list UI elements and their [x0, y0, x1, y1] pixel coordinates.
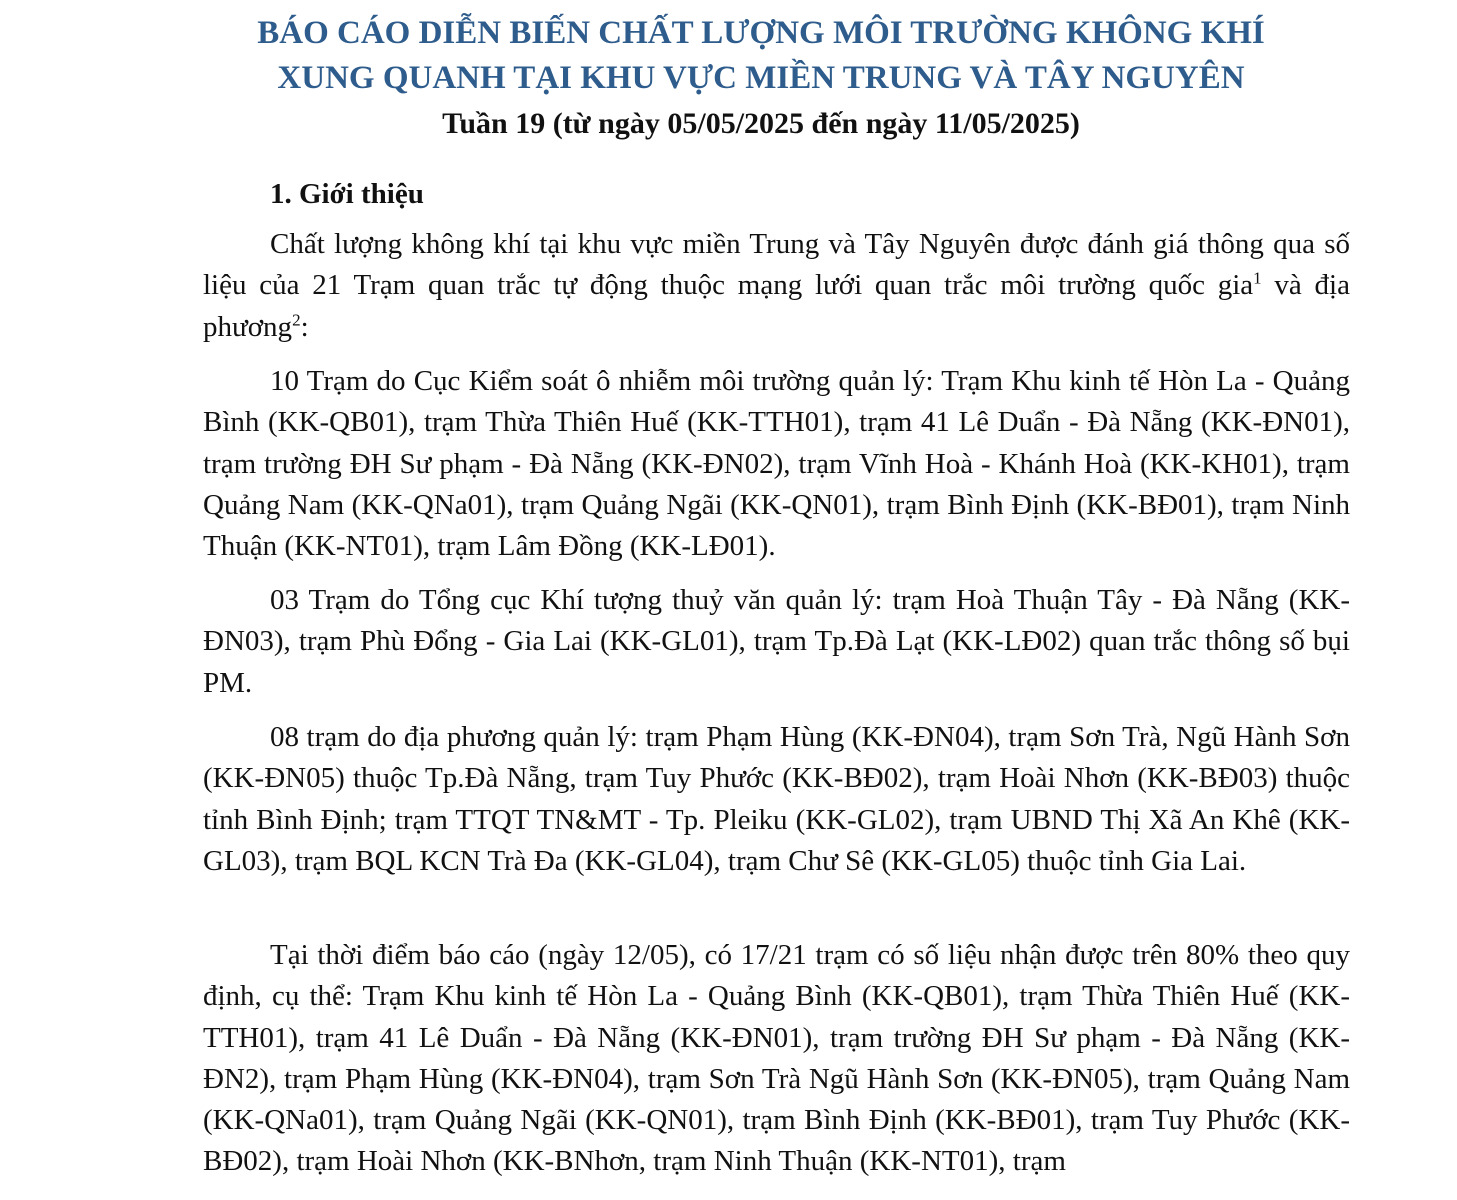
hydromet-stations-paragraph: 03 Trạm do Tổng cục Khí tượng thuỷ văn quản lý: trạm Hoà Thuận Tây - Đà Nẵng (KK-ĐN03), trạm Phù Đổng - Gia Lai (KK-GL01), trạm Tp.Đà Lạt (KK-LĐ02) quan trắc thông số bụi PM. — [203, 584, 1350, 699]
footnote-reference-1[interactable]: 1 — [1253, 268, 1262, 288]
intro-text-part-2: và địa phương — [203, 269, 1350, 343]
data-status-paragraph: Tại thời điểm báo cáo (ngày 12/05), có 17/21 trạm có số liệu nhận được trên 80% theo quy định, cụ thể: Trạm Khu kinh tế Hòn La - Quảng Bình (KK-QB01), trạm Thừa Thiên Huế (KK-TTH01), trạm 41 Lê Duẩn - Đà Nẵng (KK-ĐN01), trạm trường ĐH Sư phạm - Đà Nẵng (KK-ĐN2), trạm Phạm Hùng (KK-ĐN04), trạm Sơn Trà Ngũ Hành Sơn (KK-ĐN05), trạm Quảng Nam (KK-QNa01), trạm Quảng Ngãi (KK-QN01), trạm Bình Định (KK-BĐ01), trạm Tuy Phước (KK-BĐ02), trạm Hoài Nhơn (KK-BNhơn, trạm Ninh Thuận (KK-NT01), trạm — [203, 939, 1350, 1178]
intro-text-part-1: Chất lượng không khí tại khu vực miền Trung và Tây Nguyên được đánh giá thông qua số liệu của 21 Trạm quan trắc tự động thuộc mạng lưới quan trắc môi trường quốc gia — [203, 228, 1350, 302]
report-subtitle: Tuần 19 (từ ngày 05/05/2025 đến ngày 11/05/2025) — [442, 107, 1080, 140]
section-heading-introduction: 1. Giới thiệu — [270, 178, 424, 210]
intro-text-part-3: : — [300, 310, 309, 343]
report-title-line-1: BÁO CÁO DIỄN BIẾN CHẤT LƯỢNG MÔI TRƯỜNG KHÔNG KHÍ — [257, 15, 1265, 51]
local-stations-paragraph: 08 trạm do địa phương quản lý: trạm Phạm Hùng (KK-ĐN04), trạm Sơn Trà, Ngũ Hành Sơn (KK-ĐN05) thuộc Tp.Đà Nẵng, trạm Tuy Phước (KK-BĐ02), trạm Hoài Nhơn (KK-BĐ03) thuộc tỉnh Bình Định; trạm TTQT TN&MT - Tp. Pleiku (KK-GL02), trạm UBND Thị Xã An Khê (KK-GL03), trạm BQL KCN Trà Đa (KK-GL04), trạm Chư Sê (KK-GL05) thuộc tỉnh Gia Lai. — [203, 721, 1350, 877]
report-title-line-2: XUNG QUANH TẠI KHU VỰC MIỀN TRUNG VÀ TÂY NGUYÊN — [277, 60, 1245, 96]
intro-paragraph — [203, 224, 1350, 348]
ministry-stations-paragraph: 10 Trạm do Cục Kiểm soát ô nhiễm môi trường quản lý: Trạm Khu kinh tế Hòn La - Quảng Bình (KK-QB01), trạm Thừa Thiên Huế (KK-TTH01), trạm 41 Lê Duẩn - Đà Nẵng (KK-ĐN01), trạm trường ĐH Sư phạm - Đà Nẵng (KK-ĐN02), trạm Vĩnh Hoà - Khánh Hoà (KK-KH01), trạm Quảng Nam (KK-QNa01), trạm Quảng Ngãi (KK-QN01), trạm Bình Định (KK-BĐ01), trạm Ninh Thuận (KK-NT01), trạm Lâm Đồng (KK-LĐ01). — [203, 365, 1350, 563]
footnote-reference-2[interactable]: 2 — [292, 309, 301, 329]
